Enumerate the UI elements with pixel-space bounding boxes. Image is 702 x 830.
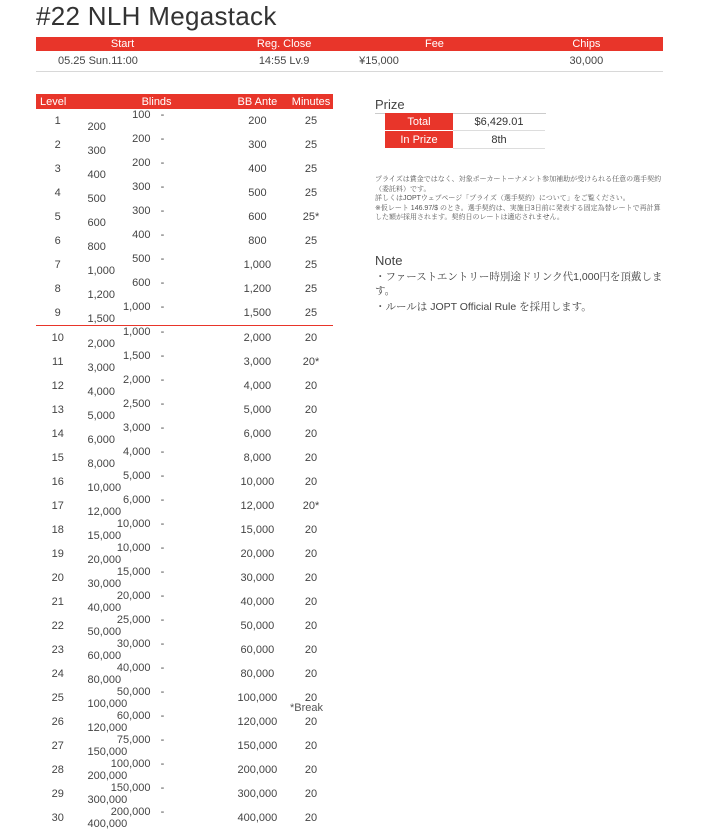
blind-separator: -: [160, 614, 165, 626]
tournament-info-table: [36, 37, 663, 72]
info-header-chips: Chips: [510, 37, 663, 51]
minutes-cell: 20: [304, 572, 318, 584]
blind-separator: -: [160, 277, 165, 289]
bb-ante-cell: 30,000: [240, 572, 275, 584]
prize-inprize-row: [385, 131, 545, 149]
bb-ante-cell: 200: [248, 115, 267, 127]
small-blind: 500: [132, 253, 151, 265]
bb-ante-cell: 8,000: [243, 452, 272, 464]
blinds-header-bb-ante: BB Ante: [226, 94, 289, 109]
blinds-cell: [87, 710, 225, 734]
blind-level-row: [36, 157, 333, 181]
blinds-header-minutes: Minutes: [289, 94, 333, 109]
blind-level-row: [36, 253, 333, 277]
note-title: Note: [375, 253, 403, 268]
level-cell: 12: [51, 380, 64, 392]
bb-ante-cell: 40,000: [240, 596, 275, 608]
blind-separator: -: [160, 133, 165, 145]
blind-level-row: [36, 301, 333, 326]
blind-separator: -: [160, 686, 165, 698]
level-cell: 21: [51, 596, 64, 608]
small-blind: 100: [132, 109, 151, 121]
bb-ante-cell: 6,000: [243, 428, 272, 440]
blinds-header-blinds: Blinds: [87, 94, 225, 109]
blind-level-row: [36, 350, 333, 374]
bb-ante-cell: 15,000: [240, 524, 275, 536]
blind-separator: -: [160, 398, 165, 410]
level-cell: 2: [54, 139, 61, 151]
minutes-cell: 25: [304, 187, 318, 199]
blind-separator: -: [160, 229, 165, 241]
big-blind: 100,000: [87, 698, 128, 710]
bb-ante-cell: 500: [248, 187, 267, 199]
small-blind: 400: [132, 229, 151, 241]
blind-separator: -: [160, 662, 165, 674]
blinds-cell: [87, 542, 225, 566]
blind-separator: -: [160, 734, 165, 746]
bb-ante-cell: 4,000: [243, 380, 272, 392]
big-blind: 120,000: [87, 722, 128, 734]
blind-level-row: [36, 542, 333, 566]
small-blind: 2,000: [122, 374, 151, 386]
small-blind: 25,000: [116, 614, 151, 626]
big-blind: 50,000: [87, 626, 122, 638]
blind-level-row: [36, 518, 333, 542]
blinds-cell: [87, 374, 225, 398]
prize-inprize-label: In Prize: [385, 131, 453, 149]
minutes-cell: 20: [304, 380, 318, 392]
level-cell: 1: [54, 115, 61, 127]
bb-ante-cell: 100,000: [237, 692, 278, 704]
bb-ante-cell: 800: [248, 235, 267, 247]
small-blind: 10,000: [116, 542, 151, 554]
info-chips-value: 30,000: [510, 51, 663, 72]
big-blind: 300,000: [87, 794, 128, 806]
blind-level-row: [36, 277, 333, 301]
small-blind: 3,000: [122, 422, 151, 434]
small-blind: 15,000: [116, 566, 151, 578]
big-blind: 10,000: [87, 482, 122, 494]
minutes-cell: 20: [304, 524, 318, 536]
small-blind: 100,000: [110, 758, 151, 770]
blinds-cell: [87, 806, 225, 830]
level-cell: 15: [51, 452, 64, 464]
blinds-cell: [87, 518, 225, 542]
bb-ante-cell: 150,000: [237, 740, 278, 752]
blinds-cell: [87, 662, 225, 686]
big-blind: 4,000: [87, 386, 116, 398]
big-blind: 400: [87, 169, 106, 181]
small-blind: 50,000: [116, 686, 151, 698]
minutes-cell: 20: [304, 596, 318, 608]
prize-total-value: $6,429.01: [453, 113, 545, 131]
bb-ante-cell: 2,000: [226, 326, 289, 351]
minutes-cell: 25: [304, 163, 318, 175]
blinds-cell: [87, 566, 225, 590]
small-blind: 10,000: [116, 518, 151, 530]
big-blind: 5,000: [87, 410, 116, 422]
level-cell: 24: [51, 668, 64, 680]
level-cell: 18: [51, 524, 64, 536]
minutes-cell: 20: [304, 404, 318, 416]
info-header-start: Start: [36, 37, 209, 51]
level-cell: 30: [51, 812, 64, 824]
level-cell: 20: [51, 572, 64, 584]
blind-separator: -: [160, 446, 165, 458]
blind-separator: -: [160, 326, 165, 338]
minutes-cell: 20: [304, 740, 318, 752]
level-cell: 17: [51, 500, 64, 512]
bb-ante-cell: 3,000: [243, 356, 272, 368]
small-blind: 2,500: [122, 398, 151, 410]
blind-level-row: [36, 374, 333, 398]
bb-ante-cell: 20,000: [240, 548, 275, 560]
small-blind: 1,000: [122, 301, 151, 313]
bb-ante-cell: 1,000: [243, 259, 272, 271]
blind-separator: -: [160, 590, 165, 602]
blinds-cell: [87, 734, 225, 758]
small-blind: 60,000: [116, 710, 151, 722]
blind-level-row: [36, 590, 333, 614]
blind-separator: -: [160, 157, 165, 169]
big-blind: 1,500: [87, 313, 116, 325]
minutes-cell: 20*: [302, 500, 320, 512]
blind-level-row: [36, 662, 333, 686]
blinds-cell: [87, 350, 225, 374]
blind-level-row: [36, 494, 333, 518]
blinds-cell: [87, 398, 225, 422]
bb-ante-cell: 50,000: [240, 620, 275, 632]
blinds-cell: [87, 301, 225, 326]
blind-level-row: [36, 205, 333, 229]
blind-level-row: [36, 758, 333, 782]
blind-level-row: [36, 806, 333, 830]
blind-level-row: [36, 422, 333, 446]
level-cell: 25: [51, 692, 64, 704]
blind-separator: -: [160, 109, 165, 121]
bb-ante-cell: 400: [248, 163, 267, 175]
info-header-row: [36, 37, 663, 51]
blind-level-row: [36, 133, 333, 157]
blinds-cell: [87, 686, 225, 710]
minutes-cell: 20: [304, 692, 318, 704]
blind-separator: -: [160, 518, 165, 530]
blind-separator: -: [160, 253, 165, 265]
blind-separator: -: [160, 422, 165, 434]
blind-separator: -: [160, 374, 165, 386]
minutes-cell: 20: [304, 644, 318, 656]
small-blind: 75,000: [116, 734, 151, 746]
blind-separator: -: [160, 350, 165, 362]
bb-ante-cell: 1,200: [243, 283, 272, 295]
blinds-cell: [87, 422, 225, 446]
blinds-cell: [87, 205, 225, 229]
minutes-cell: 25: [304, 283, 318, 295]
blind-separator: -: [160, 638, 165, 650]
level-cell: 27: [51, 740, 64, 752]
level-cell: 7: [54, 259, 61, 271]
blind-level-row: [36, 326, 333, 351]
big-blind: 15,000: [87, 530, 122, 542]
prize-total-row: [385, 113, 545, 131]
blind-separator: -: [160, 494, 165, 506]
blind-separator: -: [160, 782, 165, 794]
minutes-cell: 20: [304, 428, 318, 440]
small-blind: 300: [132, 181, 151, 193]
blinds-cell: [87, 229, 225, 253]
minutes-cell: 20: [304, 716, 318, 728]
blind-separator: -: [160, 470, 165, 482]
blind-level-row: [36, 710, 333, 734]
blinds-cell: [87, 157, 225, 181]
blinds-cell: [87, 133, 225, 157]
level-cell: 5: [54, 211, 61, 223]
bb-ante-cell: 400,000: [237, 812, 278, 824]
prize-inprize-value: 8th: [453, 131, 545, 149]
blind-separator: -: [160, 205, 165, 217]
bb-ante-cell: 12,000: [240, 500, 275, 512]
small-blind: 300: [132, 205, 151, 217]
small-blind: 200: [132, 133, 151, 145]
minutes-cell: 20: [304, 548, 318, 560]
level-cell: 23: [51, 644, 64, 656]
bb-ante-cell: 300,000: [237, 788, 278, 800]
note-line-1: ・ファーストエントリー時別途ドリンク代1,000円を頂戴します。: [375, 271, 663, 297]
info-fee-value: ¥15,000: [359, 51, 510, 72]
blind-level-row: [36, 734, 333, 758]
minutes-cell: 20: [304, 668, 318, 680]
blinds-cell: [87, 638, 225, 662]
big-blind: 600: [87, 217, 106, 229]
big-blind: 12,000: [87, 506, 122, 518]
blind-level-row: [36, 181, 333, 205]
blinds-cell: [87, 470, 225, 494]
big-blind: 200: [87, 121, 106, 133]
small-blind: 150,000: [110, 782, 151, 794]
blind-separator: -: [160, 542, 165, 554]
bb-ante-cell: 600: [248, 211, 267, 223]
level-cell: 11: [52, 356, 64, 368]
blind-level-row: [36, 109, 333, 133]
info-value-row: [36, 51, 663, 72]
minutes-cell: 20: [289, 326, 333, 351]
note-line-2: ・ルールは JOPT Official Rule を採用します。: [375, 301, 592, 313]
level-cell: 22: [51, 620, 64, 632]
big-blind: 1,000: [87, 265, 116, 277]
prize-total-label: Total: [385, 113, 453, 131]
prize-note-3: ※仮レート 146.97/$ のとき。選手契約は、実施日3日前に発表する固定為替レートで再計算した額が採用されます。契約日のレートは適応されません。: [375, 204, 661, 221]
prize-table: [385, 113, 545, 149]
blind-separator: -: [160, 181, 165, 193]
blind-separator: -: [160, 301, 165, 313]
blinds-cell: [87, 614, 225, 638]
small-blind: 1,000: [122, 326, 151, 338]
minutes-cell: 25: [304, 235, 318, 247]
small-blind: 1,500: [122, 350, 151, 362]
blind-level-row: [36, 686, 333, 710]
small-blind: 6,000: [122, 494, 151, 506]
small-blind: 40,000: [116, 662, 151, 674]
prize-title: Prize: [375, 97, 405, 112]
blind-separator: -: [160, 758, 165, 770]
big-blind: 8,000: [87, 458, 116, 470]
prize-notes: [375, 175, 665, 223]
break-note: *Break: [290, 702, 324, 714]
level-cell: 3: [54, 163, 61, 175]
level-cell: 29: [51, 788, 64, 800]
minutes-cell: 20: [304, 620, 318, 632]
blind-separator: -: [160, 806, 165, 818]
minutes-cell: 20: [304, 764, 318, 776]
info-reg-close-value: 14:55 Lv.9: [209, 51, 359, 72]
big-blind: 150,000: [87, 746, 128, 758]
big-blind: 20,000: [87, 554, 122, 566]
big-blind: 30,000: [87, 578, 122, 590]
blinds-cell: [87, 181, 225, 205]
minutes-cell: 25*: [302, 211, 320, 223]
blind-level-row: [36, 566, 333, 590]
note-body: [375, 270, 665, 316]
blind-level-row: [36, 614, 333, 638]
blinds-cell: [87, 253, 225, 277]
minutes-cell: 20: [304, 452, 318, 464]
level-cell: 26: [51, 716, 64, 728]
level-cell: 9: [54, 307, 61, 319]
blind-level-row: [36, 398, 333, 422]
big-blind: 1,200: [87, 289, 116, 301]
blind-level-row: [36, 446, 333, 470]
blinds-cell: [87, 446, 225, 470]
bb-ante-cell: 200,000: [237, 764, 278, 776]
bb-ante-cell: 120,000: [237, 716, 278, 728]
big-blind: 300: [87, 145, 106, 157]
level-cell: 10: [36, 326, 87, 351]
level-cell: 14: [51, 428, 64, 440]
blind-level-row: [36, 782, 333, 806]
minutes-cell: 20: [304, 812, 318, 824]
level-cell: 6: [54, 235, 61, 247]
level-cell: 8: [54, 283, 61, 295]
big-blind: 800: [87, 241, 106, 253]
big-blind: 80,000: [87, 674, 122, 686]
big-blind: 60,000: [87, 650, 122, 662]
small-blind: 600: [132, 277, 151, 289]
small-blind: 200: [132, 157, 151, 169]
blind-separator: -: [160, 710, 165, 722]
minutes-cell: 25: [304, 259, 318, 271]
bb-ante-cell: 10,000: [240, 476, 275, 488]
blinds-header-row: [36, 94, 333, 109]
minutes-cell: 20*: [302, 356, 320, 368]
blind-level-row: [36, 470, 333, 494]
bb-ante-cell: 300: [248, 139, 267, 151]
blinds-header-level: Level: [36, 94, 87, 109]
big-blind: 200,000: [87, 770, 128, 782]
minutes-cell: 25: [304, 115, 318, 127]
minutes-cell: 25: [304, 307, 318, 319]
blinds-cell: [87, 590, 225, 614]
level-cell: 19: [51, 548, 64, 560]
page-title: #22 NLH Megastack: [36, 1, 277, 31]
big-blind: 40,000: [87, 602, 122, 614]
prize-note-1: プライズは賞金ではなく、対象ポーカートーナメント参加補助が受けられる任意の選手契約（委託料）です。: [375, 176, 662, 193]
small-blind: 30,000: [116, 638, 151, 650]
level-cell: 13: [51, 404, 64, 416]
small-blind: 5,000: [122, 470, 151, 482]
blinds-cell: [87, 782, 225, 806]
blinds-cell: [87, 277, 225, 301]
info-header-reg-close: Reg. Close: [209, 37, 359, 51]
blind-level-row: [36, 229, 333, 253]
bb-ante-cell: 80,000: [240, 668, 275, 680]
blinds-cell: [87, 494, 225, 518]
level-cell: 4: [54, 187, 61, 199]
minutes-cell: 20: [304, 476, 318, 488]
level-cell: 16: [51, 476, 64, 488]
info-header-fee: Fee: [359, 37, 510, 51]
blinds-cell: [87, 758, 225, 782]
big-blind: 500: [87, 193, 106, 205]
prize-note-2: 詳しくはJOPTウェブページ「プライズ（選手契約）について」をご覧ください。: [375, 195, 630, 202]
big-blind: 6,000: [87, 434, 116, 446]
bb-ante-cell: 60,000: [240, 644, 275, 656]
minutes-cell: 25: [304, 139, 318, 151]
blind-level-row: [36, 638, 333, 662]
minutes-cell: 20: [304, 788, 318, 800]
big-blind: 400,000: [87, 818, 128, 830]
blinds-cell: [87, 326, 225, 351]
blind-separator: -: [160, 566, 165, 578]
big-blind: 3,000: [87, 362, 116, 374]
info-start-value: 05.25 Sun.11:00: [36, 51, 209, 72]
small-blind: 200,000: [110, 806, 151, 818]
small-blind: 20,000: [116, 590, 151, 602]
bb-ante-cell: 1,500: [243, 307, 272, 319]
small-blind: 4,000: [122, 446, 151, 458]
level-cell: 28: [51, 764, 64, 776]
big-blind: 2,000: [87, 338, 116, 350]
blinds-cell: [87, 109, 225, 133]
bb-ante-cell: 5,000: [243, 404, 272, 416]
